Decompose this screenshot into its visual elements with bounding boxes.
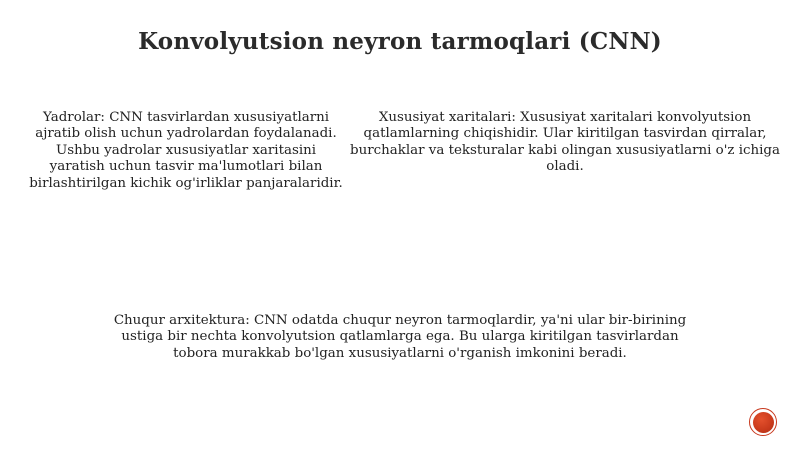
circle-nav-icon [753, 412, 774, 433]
paragraph-feature-maps: Xususiyat xaritalari: Xususiyat xaritalari konvolyutsion qatlamlarning chiqishidir. Ular kiritilgan tasvirdan qirralar, burchaklar va teksturalar kabi olingan xususiyatlarni o'z ichiga oladi. [350, 110, 780, 175]
slide-nav-button[interactable] [749, 408, 777, 436]
slide-title: Konvolyutsion neyron tarmoqlari (CNN) [138, 28, 662, 55]
paragraph-deep-architecture: Chuqur arxitektura: CNN odatda chuqur neyron tarmoqlardir, ya'ni ular bir-birining ustiga bir nechta konvolyutsion qatlamlarga ega. Bu ularga kiritilgan tasvirlardan tobora murakkab bo'lgan xususiyatlarni o'rganish imkonini beradi. [113, 313, 687, 361]
paragraph-kernels: Yadrolar: CNN tasvirlardan xususiyatlarni ajratib olish uchun yadrolardan foydalanadi. Ushbu yadrolar xususiyatlar xaritasini yaratish uchun tasvir ma'lumotlari bilan birlashtirilgan kichik og'irliklar panjaralaridir. [29, 110, 343, 191]
